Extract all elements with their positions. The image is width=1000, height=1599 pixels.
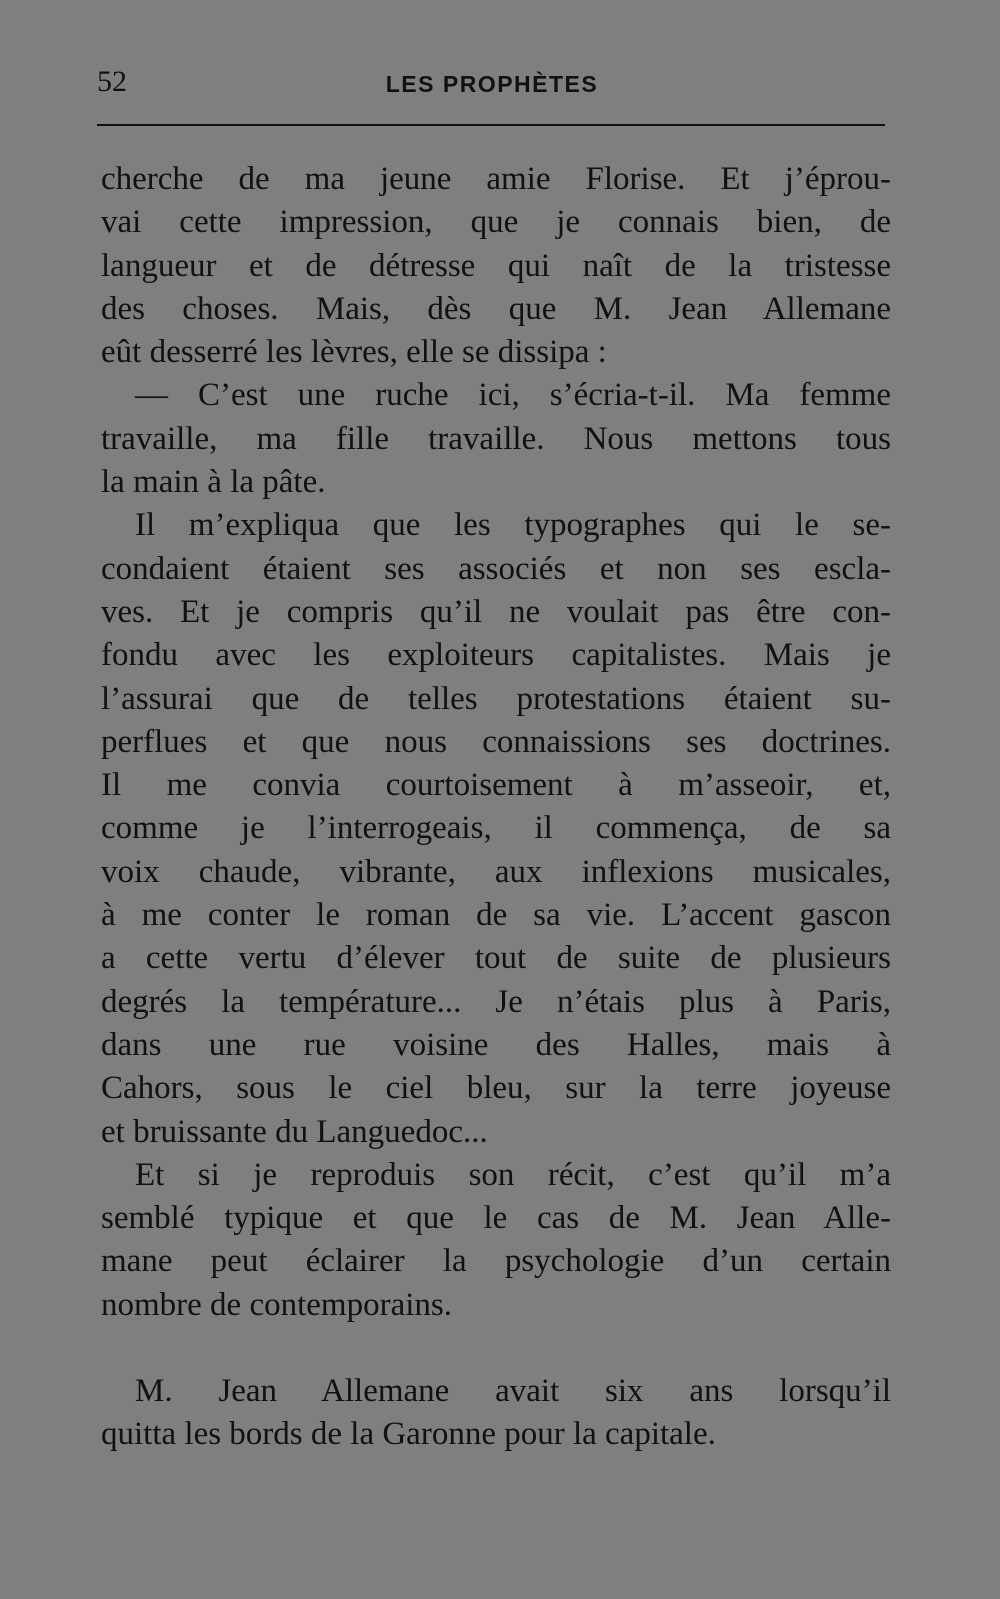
running-title: LES PROPHÈTES [385, 71, 599, 97]
text-line: Il me convia courtoisement à m’asseoir, et, [101, 767, 891, 804]
text-line: perflues et que nous connaissions ses doctrines. [101, 723, 891, 760]
text-line: fondu avec les exploiteurs capitalistes. Mais je [101, 637, 891, 674]
text-line: eût desserré les lèvres, elle se dissipa : [101, 334, 607, 371]
text-line: degrés la température... Je n’étais plus à Paris, [101, 983, 891, 1020]
text-line: l’assurai que de telles protestations étaient su- [101, 680, 891, 717]
text-line: Il m’expliqua que les typographes qui le se- [135, 507, 891, 544]
text-line: la main à la pâte. [101, 464, 326, 501]
text-line: des choses. Mais, dès que M. Jean Allemane [101, 290, 891, 327]
text-line: langueur et de détresse qui naît de la tristesse [101, 247, 891, 284]
text-line: condaient étaient ses associés et non ses escla- [101, 550, 891, 587]
text-line: comme je l’interrogeais, il commença, de sa [101, 810, 891, 847]
paragraph-gap [101, 1327, 891, 1370]
text-line: ves. Et je compris qu’il ne voulait pas être con- [101, 593, 891, 630]
body-text [101, 158, 891, 1457]
header-rule [97, 124, 885, 126]
text-line: nombre de contemporains. [101, 1286, 452, 1323]
text-line: quitta les bords de la Garonne pour la capitale. [101, 1416, 716, 1453]
text-line: cherche de ma jeune amie Florise. Et j’éprou- [101, 161, 891, 197]
text-line: dans une rue voisine des Halles, mais à [101, 1026, 891, 1063]
paragraph [101, 1370, 891, 1457]
text-line: travaille, ma fille travaille. Nous mettons tous [101, 420, 891, 457]
page-number: 52 [97, 65, 127, 98]
text-line: Cahors, sous le ciel bleu, sur la terre joyeuse [101, 1070, 891, 1107]
paragraph [101, 374, 891, 504]
text-line: vai cette impression, que je connais bien, de [101, 204, 891, 241]
text-line: — C’est une ruche ici, s’écria-t-il. Ma femme [135, 377, 891, 414]
text-line: voix chaude, vibrante, aux inflexions musicales, [101, 853, 891, 890]
text-line: a cette vertu d’élever tout de suite de plusieurs [101, 940, 891, 977]
page-header [97, 62, 887, 102]
text-line: à me conter le roman de sa vie. L’accent gascon [101, 897, 891, 934]
paragraph [101, 1154, 891, 1327]
text-line: mane peut éclairer la psychologie d’un certain [101, 1243, 891, 1280]
paragraph [101, 158, 891, 374]
text-line: M. Jean Allemane avait six ans lorsqu’il [135, 1373, 891, 1410]
text-line: Et si je reproduis son récit, c’est qu’il m’a [135, 1156, 891, 1193]
text-line: semblé typique et que le cas de M. Jean Alle- [101, 1200, 891, 1237]
text-line: et bruissante du Languedoc... [101, 1113, 488, 1150]
paragraph [101, 504, 891, 1153]
